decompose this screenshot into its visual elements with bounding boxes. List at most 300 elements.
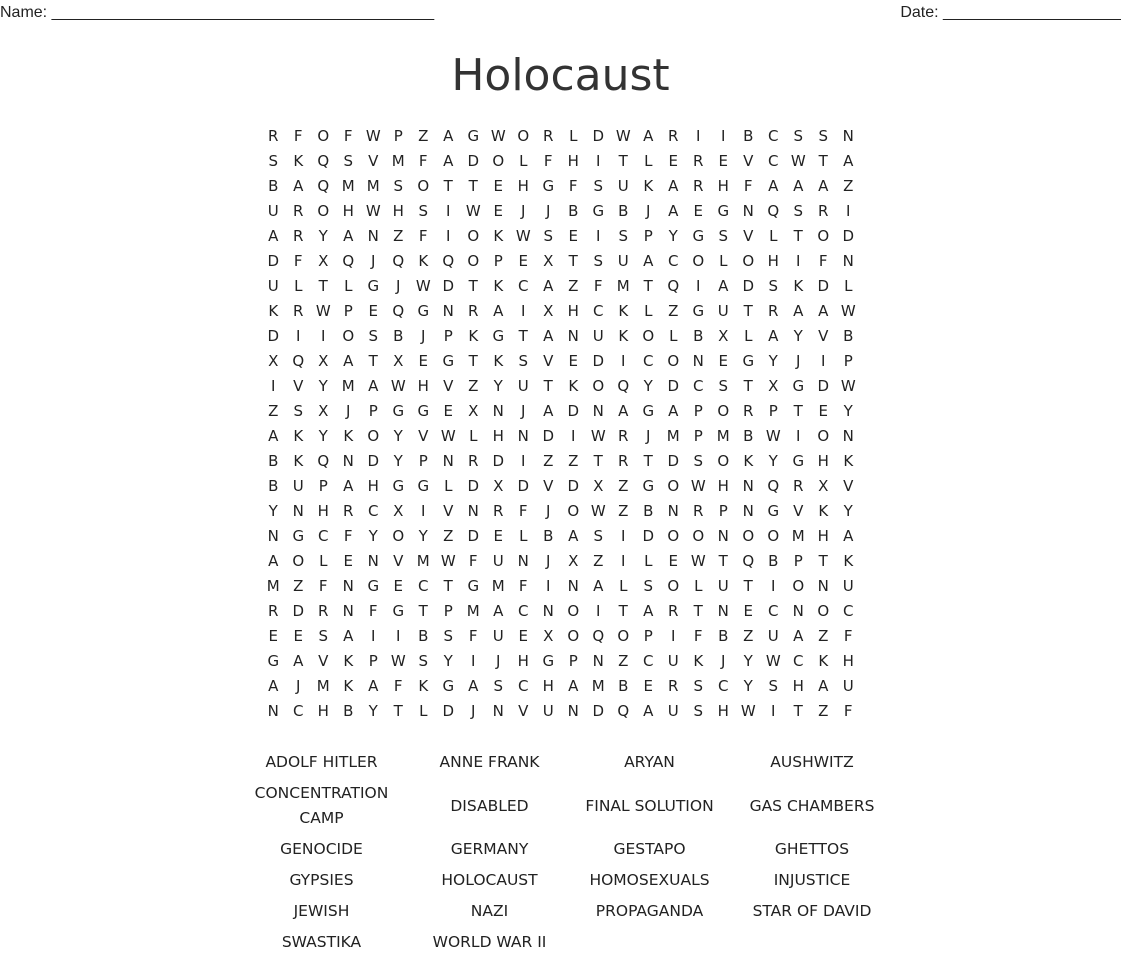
grid-letter: Z — [443, 527, 454, 545]
grid-letter: S — [418, 202, 429, 220]
grid-letter: A — [668, 402, 679, 420]
grid-letter: W — [315, 302, 332, 320]
grid-letter: K — [643, 177, 654, 195]
word-list-item: WORLD WAR II — [432, 933, 547, 951]
grid-letter: T — [368, 352, 379, 370]
grid-letter: Z — [668, 302, 679, 320]
grid-letter: O — [617, 627, 630, 645]
grid-letter: C — [668, 252, 679, 270]
grid-letter: V — [518, 702, 529, 720]
grid-letter: N — [442, 302, 455, 320]
grid-letter: Q — [617, 377, 630, 395]
grid-letter: C — [643, 652, 654, 670]
word-list-item: ADOLF HITLER — [265, 753, 378, 771]
grid-letter: N — [342, 452, 355, 470]
grid-letter: T — [468, 177, 479, 195]
grid-letter: A — [293, 177, 304, 195]
grid-letter: W — [590, 502, 607, 520]
grid-letter: F — [343, 127, 354, 145]
grid-letter: A — [343, 477, 354, 495]
grid-letter: A — [343, 352, 354, 370]
grid-letter: J — [521, 202, 526, 220]
grid-letter: H — [317, 502, 330, 520]
grid-letter: H — [567, 302, 580, 320]
grid-row — [261, 274, 861, 299]
grid-letter: G — [442, 352, 455, 370]
grid-letter: M — [391, 152, 406, 170]
grid-letter: E — [268, 627, 279, 645]
grid-letter: Z — [468, 377, 479, 395]
grid-letter: U — [767, 627, 780, 645]
grid-letter: L — [644, 302, 653, 320]
grid-letter: A — [593, 577, 604, 595]
grid-letter: Z — [618, 652, 629, 670]
grid-letter: R — [743, 402, 754, 420]
grid-letter: D — [517, 477, 530, 495]
grid-letter: P — [393, 127, 404, 145]
word-list-item: ARYAN — [624, 753, 675, 771]
grid-letter: E — [393, 577, 404, 595]
grid-letter: I — [571, 427, 576, 445]
grid-letter: E — [668, 152, 679, 170]
grid-letter: D — [467, 152, 480, 170]
grid-letter: J — [471, 702, 476, 720]
grid-letter: X — [718, 327, 729, 345]
grid-row — [261, 699, 861, 724]
grid-letter: P — [693, 427, 704, 445]
date-field-label: Date: ____________________ — [900, 4, 1121, 21]
grid-letter: S — [493, 677, 504, 695]
grid-letter: L — [319, 552, 328, 570]
grid-letter: N — [567, 327, 580, 345]
grid-letter: Q — [767, 477, 780, 495]
grid-letter: P — [568, 652, 579, 670]
grid-row — [261, 449, 861, 474]
grid-letter: O — [467, 252, 480, 270]
grid-row — [261, 499, 861, 524]
grid-letter: I — [721, 127, 726, 145]
grid-letter: L — [669, 327, 678, 345]
grid-letter: R — [668, 677, 679, 695]
grid-letter: A — [543, 327, 554, 345]
grid-row — [261, 624, 861, 649]
grid-letter: V — [818, 327, 829, 345]
grid-letter: A — [818, 677, 829, 695]
word-list-item: STAR OF DAVID — [752, 902, 872, 920]
grid-row — [261, 674, 861, 699]
grid-letter: K — [493, 352, 504, 370]
grid-letter: O — [767, 527, 780, 545]
grid-letter: I — [446, 202, 451, 220]
grid-letter: S — [643, 577, 654, 595]
grid-letter: M — [716, 427, 731, 445]
grid-letter: Z — [593, 552, 604, 570]
grid-letter: Y — [768, 352, 779, 370]
grid-letter: G — [292, 527, 305, 545]
grid-letter: K — [693, 652, 704, 670]
grid-letter: V — [368, 152, 379, 170]
grid-letter: A — [343, 627, 354, 645]
grid-letter: L — [519, 527, 528, 545]
grid-letter: M — [341, 377, 356, 395]
grid-letter: F — [468, 627, 479, 645]
grid-letter: U — [517, 377, 530, 395]
grid-letter: A — [268, 552, 279, 570]
grid-letter: Y — [743, 652, 754, 670]
grid-letter: V — [743, 227, 754, 245]
grid-letter: A — [568, 677, 579, 695]
grid-letter: I — [796, 427, 801, 445]
grid-letter: I — [471, 652, 476, 670]
grid-letter: K — [568, 377, 579, 395]
grid-letter: N — [667, 502, 680, 520]
word-list-item: NAZI — [470, 902, 509, 920]
grid-letter: P — [418, 452, 429, 470]
grid-letter: W — [465, 202, 482, 220]
grid-letter: C — [518, 277, 529, 295]
grid-letter: D — [592, 352, 605, 370]
grid-letter: M — [416, 552, 431, 570]
grid-letter: A — [793, 177, 804, 195]
grid-letter: D — [542, 427, 555, 445]
grid-letter: C — [768, 602, 779, 620]
grid-letter: F — [518, 577, 529, 595]
grid-letter: U — [267, 277, 280, 295]
grid-letter: O — [667, 527, 680, 545]
grid-letter: A — [793, 627, 804, 645]
grid-letter: W — [615, 127, 632, 145]
grid-letter: K — [268, 302, 279, 320]
grid-letter: E — [493, 202, 504, 220]
grid-letter: A — [368, 377, 379, 395]
grid-letter: Y — [368, 527, 379, 545]
grid-letter: K — [793, 277, 804, 295]
word-list-item: JEWISH — [293, 902, 350, 920]
grid-letter: I — [296, 327, 301, 345]
grid-letter: D — [592, 127, 605, 145]
grid-letter: J — [496, 652, 501, 670]
grid-letter: D — [642, 527, 655, 545]
grid-letter: O — [717, 402, 730, 420]
grid-letter: X — [318, 402, 329, 420]
grid-letter: G — [592, 202, 605, 220]
grid-letter: H — [567, 152, 580, 170]
grid-row — [261, 374, 861, 399]
grid-letter: P — [793, 552, 804, 570]
grid-letter: L — [719, 252, 728, 270]
grid-letter: Q — [767, 202, 780, 220]
grid-letter: U — [267, 202, 280, 220]
grid-row — [261, 349, 861, 374]
grid-letter: F — [543, 152, 554, 170]
grid-row — [261, 599, 861, 624]
grid-letter: I — [321, 327, 326, 345]
grid-letter: S — [443, 627, 454, 645]
grid-letter: R — [618, 427, 629, 445]
grid-letter: B — [843, 327, 854, 345]
grid-letter: G — [467, 127, 480, 145]
grid-letter: S — [318, 627, 329, 645]
grid-letter: G — [692, 302, 705, 320]
grid-letter: Z — [568, 452, 579, 470]
grid-letter: T — [518, 327, 529, 345]
name-field-label: Name: ___________________________________________ — [0, 4, 435, 21]
grid-letter: W — [840, 302, 857, 320]
grid-letter: W — [765, 427, 782, 445]
grid-letter: U — [667, 702, 680, 720]
grid-letter: M — [316, 677, 331, 695]
grid-letter: A — [293, 652, 304, 670]
grid-letter: C — [418, 577, 429, 595]
grid-letter: U — [617, 252, 630, 270]
grid-letter: U — [542, 702, 555, 720]
grid-letter: O — [642, 327, 655, 345]
grid-letter: U — [717, 302, 730, 320]
grid-letter: N — [442, 452, 455, 470]
grid-letter: L — [469, 427, 478, 445]
grid-letter: H — [542, 677, 555, 695]
grid-letter: Y — [268, 502, 279, 520]
grid-letter: H — [717, 177, 730, 195]
grid-letter: K — [843, 552, 854, 570]
grid-letter: D — [817, 377, 830, 395]
grid-letter: P — [693, 402, 704, 420]
grid-letter: W — [490, 127, 507, 145]
grid-letter: D — [367, 452, 380, 470]
grid-letter: A — [768, 327, 779, 345]
grid-letter: T — [643, 452, 654, 470]
word-list-item: DISABLED — [450, 796, 529, 815]
grid-letter: J — [546, 502, 551, 520]
grid-letter: A — [768, 177, 779, 195]
grid-letter: D — [267, 252, 280, 270]
grid-letter: A — [818, 177, 829, 195]
grid-letter: N — [492, 402, 505, 420]
grid-letter: R — [468, 452, 479, 470]
grid-letter: Y — [318, 427, 329, 445]
grid-letter: O — [567, 627, 580, 645]
grid-letter: Y — [393, 427, 404, 445]
grid-letter: I — [846, 202, 851, 220]
grid-letter: G — [417, 477, 430, 495]
grid-letter: I — [596, 602, 601, 620]
grid-letter: S — [818, 127, 829, 145]
grid-letter: M — [341, 177, 356, 195]
grid-letter: C — [768, 127, 779, 145]
grid-letter: S — [768, 677, 779, 695]
grid-letter: C — [693, 377, 704, 395]
grid-letter: E — [693, 202, 704, 220]
grid-letter: A — [368, 677, 379, 695]
grid-letter: X — [543, 302, 554, 320]
grid-letter: K — [418, 252, 429, 270]
grid-letter: I — [521, 302, 526, 320]
grid-letter: H — [717, 477, 730, 495]
grid-letter: L — [444, 477, 453, 495]
grid-letter: S — [593, 177, 604, 195]
grid-letter: F — [468, 552, 479, 570]
grid-letter: N — [542, 602, 555, 620]
grid-letter: C — [318, 527, 329, 545]
grid-letter: A — [643, 602, 654, 620]
grid-letter: X — [468, 402, 479, 420]
grid-letter: I — [596, 227, 601, 245]
grid-letter: N — [492, 702, 505, 720]
grid-letter: Y — [843, 402, 854, 420]
grid-letter: V — [443, 377, 454, 395]
grid-letter: R — [618, 452, 629, 470]
grid-letter: C — [518, 602, 529, 620]
grid-letter: N — [717, 602, 730, 620]
grid-letter: I — [796, 252, 801, 270]
grid-letter: A — [618, 402, 629, 420]
grid-letter: I — [371, 627, 376, 645]
grid-letter: D — [667, 452, 680, 470]
grid-letter: N — [517, 552, 530, 570]
grid-letter: D — [667, 377, 680, 395]
grid-letter: G — [642, 477, 655, 495]
grid-letter: G — [692, 227, 705, 245]
grid-letter: L — [644, 552, 653, 570]
grid-letter: X — [543, 252, 554, 270]
grid-letter: I — [771, 702, 776, 720]
grid-letter: P — [318, 477, 329, 495]
grid-letter: J — [296, 677, 301, 695]
grid-letter: V — [418, 427, 429, 445]
grid-letter: T — [468, 277, 479, 295]
grid-letter: O — [417, 177, 430, 195]
grid-letter: R — [693, 152, 704, 170]
grid-row — [261, 224, 861, 249]
grid-letter: K — [343, 652, 354, 670]
grid-letter: G — [792, 377, 805, 395]
grid-letter: C — [368, 502, 379, 520]
grid-letter: T — [643, 277, 654, 295]
grid-letter: H — [717, 702, 730, 720]
grid-letter: P — [643, 227, 654, 245]
grid-letter: R — [818, 202, 829, 220]
grid-letter: R — [293, 302, 304, 320]
grid-letter: Z — [743, 627, 754, 645]
grid-letter: Q — [317, 452, 330, 470]
grid-letter: Y — [668, 227, 679, 245]
grid-letter: K — [293, 427, 304, 445]
grid-letter: W — [390, 377, 407, 395]
grid-letter: I — [521, 452, 526, 470]
grid-letter: G — [542, 652, 555, 670]
grid-letter: K — [293, 452, 304, 470]
grid-letter: K — [743, 452, 754, 470]
grid-letter: G — [367, 277, 380, 295]
grid-letter: O — [317, 127, 330, 145]
grid-letter: O — [592, 377, 605, 395]
grid-letter: T — [818, 152, 829, 170]
grid-letter: S — [418, 652, 429, 670]
grid-letter: S — [268, 152, 279, 170]
grid-letter: K — [818, 502, 829, 520]
grid-letter: H — [492, 427, 505, 445]
grid-letter: K — [468, 327, 479, 345]
grid-letter: T — [468, 352, 479, 370]
grid-letter: R — [268, 602, 279, 620]
word-list-item: CONCENTRATION CAMP — [254, 784, 389, 827]
grid-letter: K — [493, 227, 504, 245]
grid-letter: R — [543, 127, 554, 145]
grid-letter: E — [518, 627, 529, 645]
grid-letter: W — [365, 127, 382, 145]
grid-letter: X — [318, 252, 329, 270]
grid-letter: A — [543, 277, 554, 295]
grid-letter: G — [717, 202, 730, 220]
grid-letter: Z — [618, 477, 629, 495]
grid-row — [261, 549, 861, 574]
grid-letter: T — [793, 702, 804, 720]
grid-letter: C — [843, 602, 854, 620]
grid-letter: Y — [743, 677, 754, 695]
grid-letter: N — [567, 577, 580, 595]
grid-letter: I — [821, 352, 826, 370]
grid-letter: O — [742, 527, 755, 545]
grid-letter: I — [671, 627, 676, 645]
grid-letter: L — [619, 577, 628, 595]
grid-letter: W — [790, 152, 807, 170]
grid-letter: F — [368, 602, 379, 620]
grid-letter: K — [618, 327, 629, 345]
grid-letter: A — [668, 202, 679, 220]
grid-letter: V — [793, 502, 804, 520]
grid-letter: H — [392, 202, 405, 220]
grid-letter: F — [693, 627, 704, 645]
grid-letter: D — [492, 452, 505, 470]
grid-letter: O — [692, 527, 705, 545]
grid-letter: D — [592, 702, 605, 720]
grid-letter: G — [542, 177, 555, 195]
grid-letter: J — [721, 652, 726, 670]
grid-letter: C — [643, 352, 654, 370]
grid-letter: T — [443, 177, 454, 195]
grid-letter: T — [743, 577, 754, 595]
grid-letter: Q — [667, 277, 680, 295]
grid-letter: B — [618, 677, 629, 695]
grid-letter: R — [768, 302, 779, 320]
grid-letter: F — [343, 527, 354, 545]
grid-letter: O — [317, 202, 330, 220]
grid-letter: K — [843, 452, 854, 470]
grid-row — [261, 399, 861, 424]
word-list-item: GESTAPO — [613, 840, 686, 858]
grid-letter: T — [718, 552, 729, 570]
grid-letter: B — [718, 627, 729, 645]
grid-letter: K — [818, 652, 829, 670]
grid-letter: T — [568, 252, 579, 270]
grid-letter: A — [268, 427, 279, 445]
grid-letter: T — [818, 552, 829, 570]
grid-letter: W — [440, 427, 457, 445]
grid-letter: N — [342, 602, 355, 620]
grid-letter: Z — [843, 177, 854, 195]
grid-letter: R — [793, 477, 804, 495]
grid-letter: N — [367, 552, 380, 570]
grid-letter: Y — [493, 377, 504, 395]
grid-letter: D — [467, 477, 480, 495]
grid-letter: B — [393, 327, 404, 345]
grid-letter: I — [771, 577, 776, 595]
grid-letter: B — [268, 452, 279, 470]
grid-letter: S — [768, 277, 779, 295]
grid-letter: N — [692, 352, 705, 370]
word-list-item: PROPAGANDA — [595, 902, 704, 920]
grid-letter: G — [442, 677, 455, 695]
